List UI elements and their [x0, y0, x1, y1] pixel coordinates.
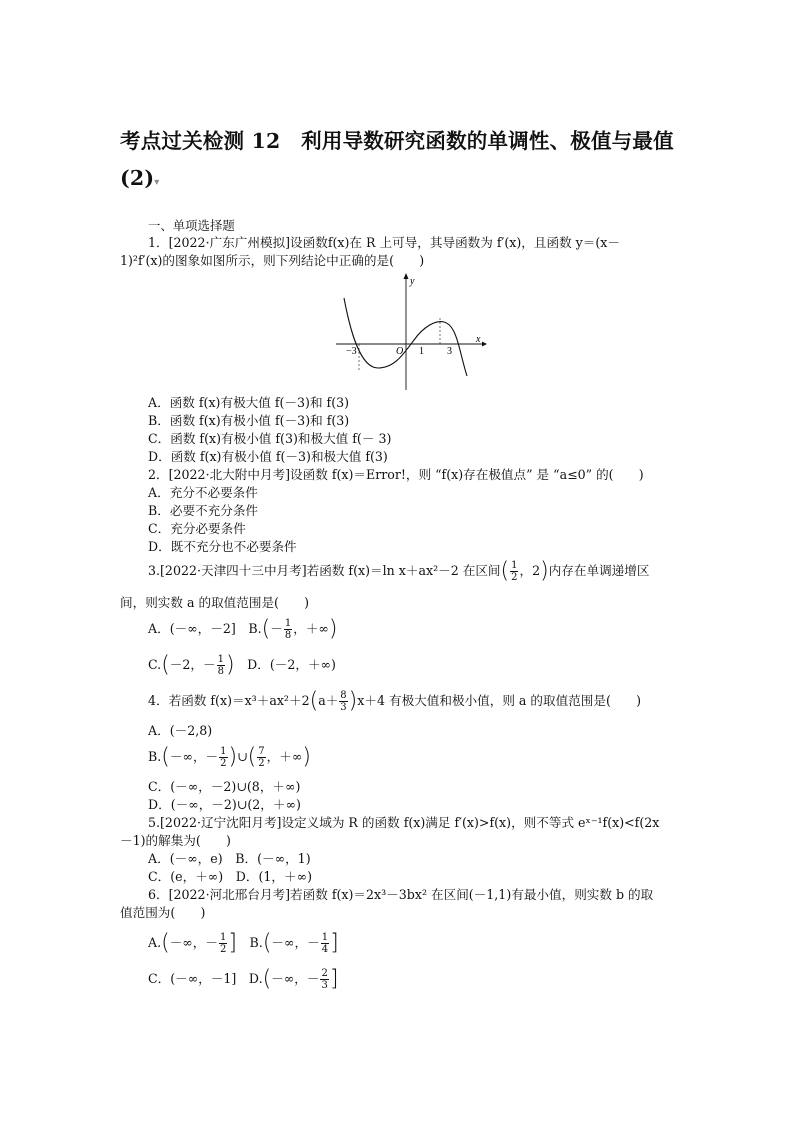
y-label: y	[410, 276, 415, 287]
function-curve	[344, 298, 467, 376]
tick-label-3: 3	[447, 346, 452, 357]
q3-option-a: A．(－∞，－2] B.	[148, 621, 262, 636]
tick-label-1: 1	[419, 346, 424, 357]
q4-option-c: C．(－∞，－2)∪(8，＋∞)	[148, 779, 301, 794]
x-axis-arrow-icon	[482, 342, 487, 347]
page-title-continued	[120, 166, 160, 190]
title-line1: 考点过关检测 12 利用导数研究函数的单调性、极值与最值	[120, 129, 674, 153]
q3-interval-fraction: $\frac{1}{2}$	[511, 560, 518, 583]
q1-stem-line1: 1．[2022·广东广州模拟]设函数f(x)在 R 上可导，其导函数为 f′(x)，且函数 y＝(x－	[148, 235, 620, 250]
title-line2: (2)	[120, 166, 155, 190]
section-heading: 一、单项选择题	[148, 218, 235, 233]
y-axis-arrow-icon	[404, 273, 409, 279]
q2-option-d: D．既不充分也不必要条件	[148, 539, 297, 554]
q6-options-ab: A.(－∞，－ $\frac{1}{2}$ ] B.(－∞，－ $\frac{1}{4}$ ]	[148, 930, 339, 956]
q3-optb-fraction: $\frac{1}{8}$	[284, 618, 292, 641]
q3-options-cd: C.(－2，－ $\frac{1}{8}$ ) D．(－2，＋∞)	[148, 652, 336, 678]
q3-stem-pre: 3.[2022·天津四十三中月考]若函数 f(x)＝ln x＋ax²－2 在区间	[148, 563, 501, 578]
q3-option-c: C.	[148, 657, 162, 672]
q2-stem: 2．[2022·北大附中月考]设函数 f(x)＝Error!，则 “f(x)存在极值点” 是 “a≤0” 的( )	[148, 467, 644, 482]
q4-option-d: D．(－∞，－2)∪(2，＋∞)	[148, 797, 301, 812]
q4-option-a: A．(－2,8)	[148, 723, 213, 738]
q5-options-cd: C．(e，＋∞) D．(1，＋∞)	[148, 869, 312, 884]
q3-interval-rest: ，2	[519, 563, 541, 578]
q5-options-ab: A．(－∞，e) B．(－∞，1)	[148, 851, 311, 866]
q1-option-a: A．函数 f(x)有极大值 f(－3)和 f(3)	[148, 395, 350, 410]
q3-option-d: D．(－2，＋∞)	[234, 657, 336, 672]
q3-options-ab: A．(－∞，－2] B.(－ $\frac{1}{8}$ ，＋∞)	[148, 616, 338, 642]
q3-stem-line2: 间，则实数 a 的取值范围是( )	[120, 595, 310, 610]
q4-fraction: $\frac{8}{3}$	[340, 690, 347, 713]
q4-stem: 4．若函数 f(x)＝x³＋ax²＋2(a＋ $\frac{8}{3}$ )x＋4 有极大值和极小值，则 a 的取值范围是( )	[148, 688, 642, 714]
page-title	[120, 124, 674, 154]
q2-option-b: B．必要不充分条件	[148, 503, 259, 518]
q1-option-c: C．函数 f(x)有极小值 f(3)和极大值 f(－ 3)	[148, 431, 392, 446]
q2-option-c: C．充分必要条件	[148, 521, 246, 536]
q3-stem-line1: 3.[2022·天津四十三中月考]若函数 f(x)＝ln x＋ax²－2 在区间( $\frac{1}{2}$ ，2)内存在单调递增区	[148, 558, 650, 584]
q3-optc-fraction: $\frac{1}{8}$	[217, 654, 224, 677]
tick-label-neg3: −3	[346, 346, 357, 357]
origin-label: O	[396, 346, 404, 357]
q5-stem-line1: 5.[2022·辽宁沈阳月考]设定义域为 R 的函数 f(x)满足 f′(x)>f(x)，则不等式 eˣ⁻¹f(x)<f(2x	[148, 815, 660, 830]
q4-option-b: B.(－∞，－ $\frac{1}{2}$ )∪( $\frac{7}{2}$ ，＋∞)	[148, 744, 311, 770]
q6-stem-line1: 6．[2022·河北邢台月考]若函数 f(x)＝2x³－3bx² 在区间(－1,1)有最小值，则实数 b 的取	[148, 887, 654, 902]
q2-option-a: A．充分不必要条件	[148, 485, 258, 500]
q6-options-cd: C．(－∞，－1] D.(－∞，－ $\frac{2}{3}$ ]	[148, 966, 339, 992]
x-label: x	[476, 334, 481, 345]
q1-option-d: D．函数 f(x)有极小值 f(－3)和极大值 f(3)	[148, 449, 388, 464]
q6-stem-line2: 值范围为( )	[120, 905, 206, 920]
q1-function-graph	[330, 270, 490, 395]
q3-stem-post: 内存在单调递增区	[548, 563, 650, 578]
q5-stem-line2: －1)的解集为( )	[120, 833, 231, 848]
q1-stem-line2: 1)²f′(x)的图象如图所示，则下列结论中正确的是( )	[120, 253, 425, 268]
q1-option-b: B．函数 f(x)有极小值 f(－3)和 f(3)	[148, 413, 350, 428]
triangle-marker-icon: ▾	[154, 177, 160, 188]
